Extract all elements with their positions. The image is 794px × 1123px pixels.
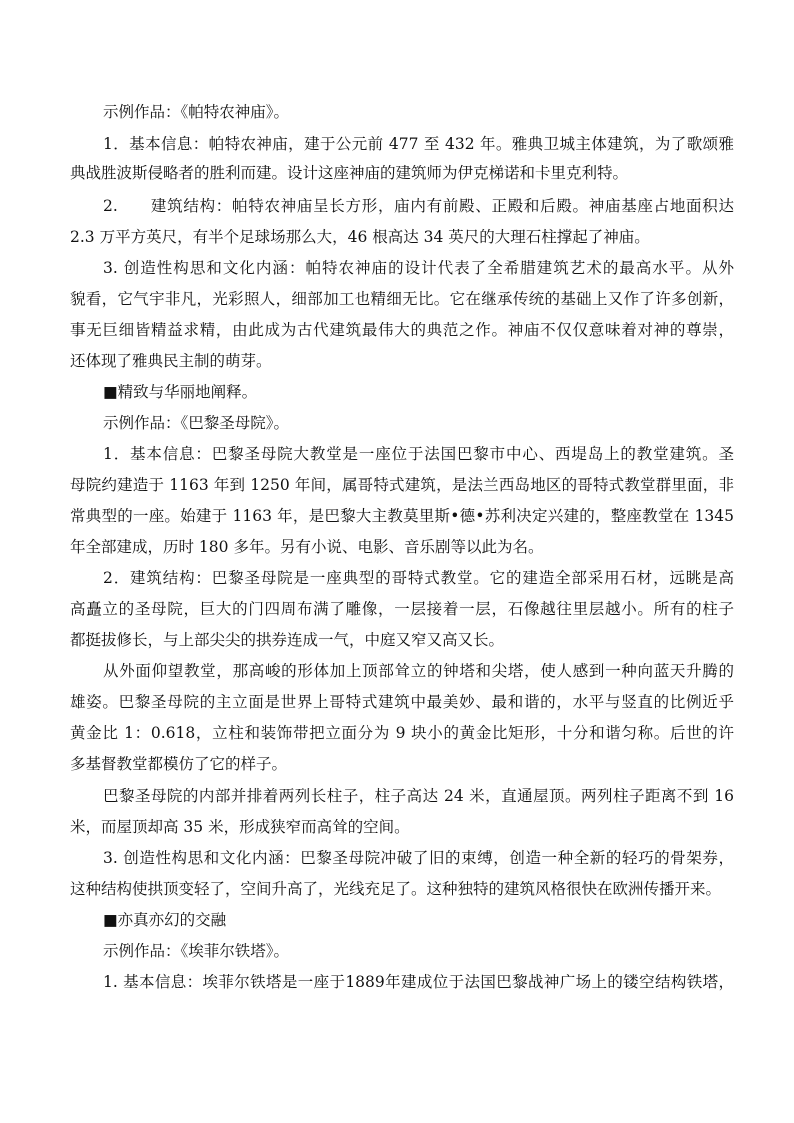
paragraph-line: 还体现了雅典民主制的萌芽。	[70, 352, 272, 370]
paragraph-line: 2.3 万平方英尺，有半个足球场那么大，46 根高达 34 英尺的大理石柱撑起了神庙。	[70, 228, 650, 246]
paragraph-line: 巴黎圣母院的内部并排着两列长柱子，柱子高达 24 米，直通屋顶。两列柱子距离不到 16	[103, 787, 734, 805]
example-work-heading: 示例作品：《帕特农神庙》。	[103, 103, 290, 121]
paragraph-line: 2. 建筑结构：帕特农神庙呈长方形，庙内有前殿、正殿和后殿。神庙基座占地面积达	[103, 197, 734, 215]
paragraph-line: 2．建筑结构：巴黎圣母院是一座典型的哥特式教堂。它的建造全部采用石材，远眺是高	[103, 569, 734, 587]
paragraph-line: 从外面仰望教堂，那高峻的形体加上顶部耸立的钟塔和尖塔，使人感到一种向蓝天升腾的	[103, 662, 734, 680]
paragraph-line: 典战胜波斯侵略者的胜利而建。设计这座神庙的建筑师为伊克梯诺和卡里克利特。	[70, 164, 629, 182]
paragraph-line: 1. 基本信息：埃菲尔铁塔是一座于1889年建成位于法国巴黎战神广场上的镂空结构铁塔，	[103, 973, 734, 991]
paragraph-line: 事无巨细皆精益求精，由此成为古代建筑最伟大的典范之作。神庙不仅仅意味着对神的尊崇，	[70, 321, 734, 339]
paragraph-line: 母院约建造于 1163 年到 1250 年间，属哥特式建筑，是法兰西岛地区的哥特式教堂群里面，非	[70, 476, 734, 494]
section-heading: ■精致与华丽地阐释。	[103, 383, 258, 401]
paragraph-line: 貌看，它气宇非凡，光彩照人，细部加工也精细无比。它在继承传统的基础上又作了许多创新，	[70, 290, 734, 308]
paragraph-line: 都挺拔修长，与上部尖尖的拱券连成一气，中庭又窄又高又长。	[70, 631, 505, 649]
section-heading: ■亦真亦幻的交融	[103, 911, 227, 929]
paragraph-line: 年全部建成，历时 180 多年。另有小说、电影、音乐剧等以此为名。	[70, 538, 544, 556]
example-work-heading: 示例作品：《埃菲尔铁塔》。	[103, 942, 290, 960]
paragraph-line: 雄姿。巴黎圣母院的主立面是世界上哥特式建筑中最美妙、最和谐的，水平与竖直的比例近乎	[70, 693, 734, 711]
paragraph-line: 黄金比 1：0.618，立柱和装饰带把立面分为 9 块小的黄金比矩形，十分和谐匀称。后世的许	[70, 724, 734, 742]
example-work-heading: 示例作品：《巴黎圣母院》。	[103, 414, 290, 432]
paragraph-line: 米，而屋顶却高 35 米，形成狭窄而高耸的空间。	[70, 818, 410, 836]
paragraph-line: 高矗立的圣母院，巨大的门四周布满了雕像，一层接着一层，石像越往里层越小。所有的柱子	[70, 600, 734, 618]
paragraph-line: 常典型的一座。始建于 1163 年，是巴黎大主教莫里斯•德•苏利决定兴建的，整座教堂在 1345	[70, 507, 734, 525]
paragraph-line: 1．基本信息：帕特农神庙，建于公元前 477 至 432 年。雅典卫城主体建筑，为了歌颂雅	[103, 135, 734, 153]
paragraph-line: 3. 创造性构思和文化内涵：帕特农神庙的设计代表了全希腊建筑艺术的最高水平。从外	[103, 259, 734, 277]
paragraph-line: 3. 创造性构思和文化内涵：巴黎圣母院冲破了旧的束缚，创造一种全新的轻巧的骨架券，	[103, 849, 734, 867]
paragraph-line: 这种结构使拱顶变轻了，空间升高了，光线充足了。这种独特的建筑风格很快在欧洲传播开来。	[70, 880, 722, 898]
paragraph-line: 多基督教堂都模仿了它的样子。	[70, 755, 288, 773]
paragraph-line: 1．基本信息：巴黎圣母院大教堂是一座位于法国巴黎市中心、西堤岛上的教堂建筑。圣	[103, 445, 734, 463]
